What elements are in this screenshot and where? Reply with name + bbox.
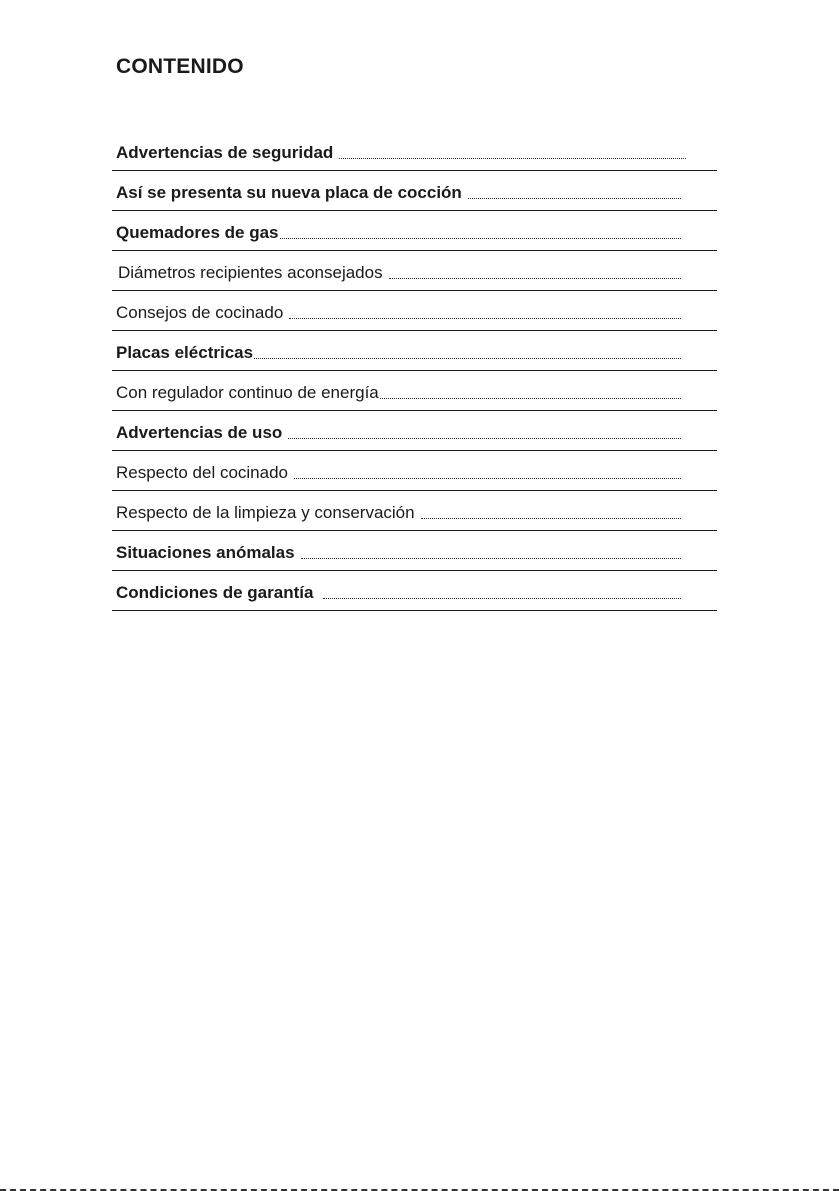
toc-entry-label: Condiciones de garantía (116, 583, 314, 603)
toc-row (112, 211, 717, 251)
toc-entry-label: Consejos de cocinado (116, 303, 284, 323)
dot-leader (301, 558, 681, 559)
dot-leader (289, 318, 681, 319)
toc-row (112, 371, 717, 411)
page-title: CONTENIDO (116, 55, 244, 78)
toc-entry-label: Respecto de la limpieza y conservación (116, 503, 415, 523)
toc-row (112, 411, 717, 451)
toc-entry-placas-electricas[interactable] (116, 344, 681, 363)
dot-leader (380, 398, 681, 399)
toc-entry-label: Así se presenta su nueva placa de cocción (116, 183, 462, 203)
toc-entry-advertencias-uso[interactable] (116, 424, 681, 443)
toc-entry-diametros-recipientes[interactable] (118, 264, 681, 283)
toc-entry-advertencias-seguridad[interactable] (116, 144, 681, 163)
toc-entry-respecto-cocinado[interactable] (116, 464, 681, 483)
toc-entry-label: Placas eléctricas (116, 343, 254, 363)
toc-row (112, 491, 717, 531)
toc-entry-condiciones-garantia[interactable] (116, 584, 681, 603)
toc-entry-presentacion-placa[interactable] (116, 184, 681, 203)
toc-row (112, 331, 717, 371)
dot-leader (288, 438, 681, 439)
toc-entry-quemadores-gas[interactable] (116, 224, 681, 243)
toc-row (112, 130, 717, 171)
dot-leader (323, 598, 681, 599)
dot-leader (294, 478, 681, 479)
toc-entry-consejos-cocinado[interactable] (116, 304, 681, 323)
toc-row (112, 171, 717, 211)
dot-leader (389, 278, 681, 279)
dot-leader (339, 158, 686, 159)
toc-row (112, 251, 717, 291)
dot-leader (280, 238, 681, 239)
toc-entry-label: Quemadores de gas (116, 223, 279, 243)
toc-row (112, 451, 717, 491)
toc-entry-limpieza-conservacion[interactable] (116, 504, 681, 523)
toc-entry-label: Situaciones anómalas (116, 543, 295, 563)
toc-row (112, 531, 717, 571)
toc-row (112, 571, 717, 611)
dot-leader (254, 358, 681, 359)
toc-entry-label: Con regulador continuo de energía (116, 383, 379, 403)
dot-leader (468, 198, 681, 199)
toc-entry-regulador-continuo[interactable] (116, 384, 681, 403)
dot-leader (421, 518, 681, 519)
toc-entry-label: Advertencias de uso (116, 423, 283, 443)
toc-row (112, 291, 717, 331)
table-of-contents (112, 130, 717, 611)
toc-entry-label: Advertencias de seguridad (116, 143, 334, 163)
toc-entry-label: Diámetros recipientes aconsejados (118, 263, 383, 283)
toc-entry-label: Respecto del cocinado (116, 463, 289, 483)
toc-entry-situaciones-anomalas[interactable] (116, 544, 681, 563)
